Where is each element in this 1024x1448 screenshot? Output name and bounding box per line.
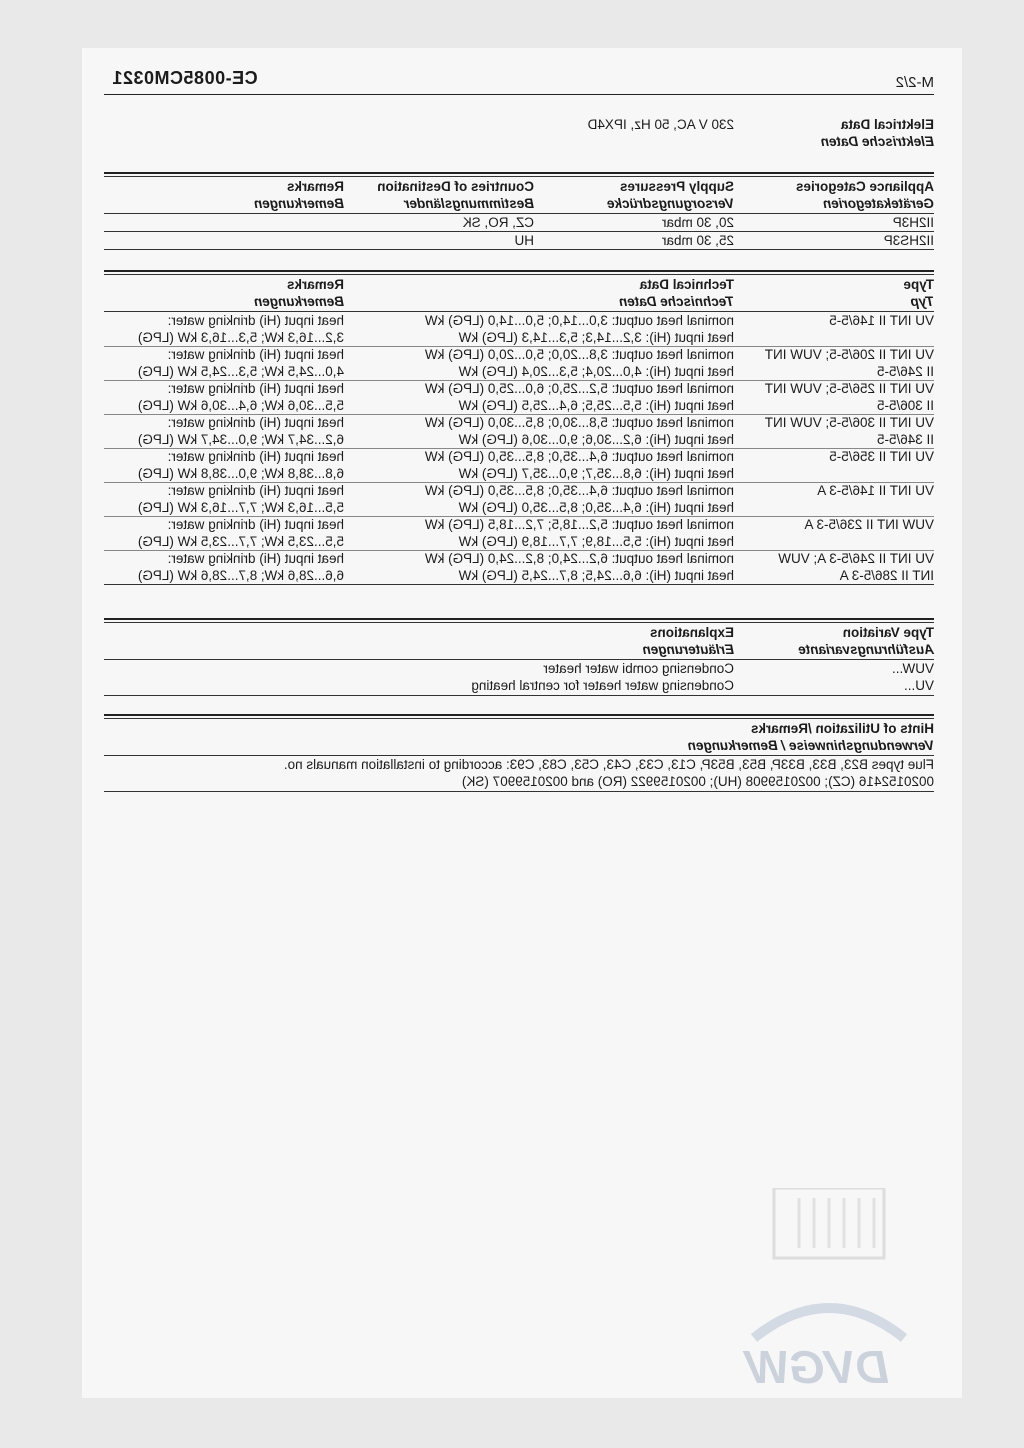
category-row-2-cat: II2HS3P [883,233,934,248]
type-row-3-remark-line-1: heat input (Hi) drinking water: [167,381,344,396]
variations-top-rule-2 [104,622,934,623]
col-variation-en: Type Variation [842,625,934,640]
type-row-4-input: heat input (Hi): 6,2...30,6; 9,0...30,6 (LPG) kW [458,432,734,447]
type-row-3-remark-line-2: 5,5...30,6 kW; 6,4...30,6 kW (LPG) [137,398,344,413]
col-technical-en: Technical Data [639,277,734,292]
page-label: M-2/2 [895,74,934,91]
type-row-2-input: heat input (Hi): 4,0...20,4; 5,3...20,4 (LPG) kW [458,364,734,379]
type-row-4-output: nominal heat output: 5,8...30,0; 8,5...30,0 (LPG) kW [424,415,734,430]
variation-row-2-text: Condensing water heater for central heating [471,678,734,693]
type-row-6-remark-line-1: heat input (Hi) drinking water: [167,483,344,498]
categories-top-rule [104,172,934,174]
category-row-2-pressure: 25, 30 mbar [661,233,734,248]
type-row-7-input: heat input (Hi): 5,5...18,9; 7,7...18,9 (LPG) kW [458,534,734,549]
type-row-2-type-line-1: VU INT II 206/5-5; VUW INT [764,347,934,362]
type-row-8-type-line-2: INT II 286/5-3 A [839,568,934,583]
types-bottom-rule [104,584,934,585]
col-explanations-de: Erläuterungen [642,642,734,657]
type-row-6-input: heat input (Hi): 6,4...35,0; 8,5...35,0 (LPG) kW [458,500,734,515]
col-type-de: Typ [910,294,934,309]
types-top-rule-2 [104,274,934,275]
col-pressures-en: Supply Pressures [619,179,734,194]
type-row-5-type-line-1: VU INT II 356/5-5 [829,449,934,464]
hints-top-rule-2 [104,718,934,719]
hints-top-rule [104,714,934,716]
variations-bottom-rule [104,695,934,696]
category-row-1-cat: II2H3P [892,215,934,230]
type-row-8-remark-line-1: heat input (Hi) drinking water: [167,551,344,566]
type-row-5-remark-line-1: heat input (Hi) drinking water: [167,449,344,464]
type-row-4-type-line-1: VU INT II 306/5-5; VUW INT [764,415,934,430]
type-row-2-remark-line-2: 4,0...24,5 kW; 5,3...24,5 kW (LPG) [137,364,344,379]
type-row-3-output: nominal heat output: 5,2...25,0; 6,0...25,0 (LPG) kW [424,381,734,396]
type-row-2-remark-line-1: heat input (Hi) drinking water: [167,347,344,362]
type-row-6-remark-line-2: 5,5...16,3 kW; 7,7...16,3 kW (LPG) [137,500,344,515]
type-row-1-output: nominal heat output: 3,0...14,0; 5,0...14,0 (LPG) kW [424,313,734,328]
electrical-title-de: Elektrische Daten [820,134,934,149]
type-row-3-type-line-1: VU INT II 256/5-5; VUW INT [764,381,934,396]
col-remarks-de: Bemerkungen [253,196,344,211]
col-explanations-en: Explanations [649,625,734,640]
electrical-title-en: Elektrical Data [840,117,934,132]
type-row-7-remark-line-1: heat input (Hi) drinking water: [167,517,344,532]
col-categories-de: Gerätekategorien [822,196,934,211]
type-row-1-remark-line-2: 3,2...16,3 kW; 5,3...16,3 kW (LPG) [137,330,344,345]
type-row-8-remark-line-2: 6,6...28,6 kW; 8,7...28,6 kW (LPG) [137,568,344,583]
category-row-2-countries: HU [514,233,534,248]
type-row-1-input: heat input (Hi): 3,2...14,3; 5,3...14,3 (LPG) kW [458,330,734,345]
type-row-5-output: nominal heat output: 6,4...35,0; 8,5...35,0 (LPG) kW [424,449,734,464]
type-row-4-remark-line-2: 6,2...34,7 kW; 9,0...34,7 kW (LPG) [137,432,344,447]
document-page [82,48,962,1398]
variation-row-1-code: VUW... [891,661,934,676]
type-row-8-type-line-1: VU INT II 246/5-3 A; VUW [778,551,934,566]
type-row-3-type-line-2: II 306/5-5 [876,398,934,413]
variation-row-1-text: Condensing combi water heater [543,661,734,676]
type-row-8-input: heat input (Hi): 6,6...24,5; 8,7...24,5 (LPG) kW [458,568,734,583]
variation-row-2-code: VU... [903,678,934,693]
type-row-6-type-line-1: VU INT II 146/5-3 A [817,483,934,498]
type-row-2-output: nominal heat output: 3,8...20,0; 5,0...20,0 (LPG) kW [424,347,734,362]
variations-top-rule [104,618,934,620]
type-row-6-output: nominal heat output: 6,4...35,0; 8,5...35,0 (LPG) kW [424,483,734,498]
logo-text: DVGW [745,1341,889,1393]
electrical-value: 230 V AC, 50 Hz, IPX4D [587,117,734,132]
type-row-4-type-line-2: II 346/5-5 [876,432,934,447]
col-type-en: Type [903,277,934,292]
hints-bottom-rule [104,791,934,792]
type-row-5-remark-line-2: 6,8...38,8 kW; 9,0...38,8 kW (LPG) [137,466,344,481]
type-row-7-remark-line-2: 5,5...23,5 kW; 7,7...23,5 kW (LPG) [137,534,344,549]
col-variation-de: Ausführungsvariante [798,642,934,657]
type-row-8-output: nominal heat output: 6,2...24,0; 8,2...24,0 (LPG) kW [424,551,734,566]
type-row-5-input: heat input (Hi): 6,8...35,7; 9,0...35,7 (LPG) kW [458,466,734,481]
hints-line-1: Flue types B23, B33, B33P, B53, B53P, C13, C33, C43, C53, C83, C93: according to installation manuals no. [283,757,934,772]
category-row-1-pressure: 20, 30 mbar [661,215,734,230]
hints-title-de: Verwendungshinweise / Bemerkungen [687,738,934,753]
type-row-2-type-line-2: II 246/5-5 [876,364,934,379]
page-header [104,70,934,95]
types-top-rule [104,270,934,272]
col-pressures-de: Versorgungsdrücke [606,196,734,211]
col-remarks-en: Remarks [286,179,344,194]
col-technical-de: Technische Daten [618,294,734,309]
type-row-1-type-line-1: VU INT II 146/5-5 [829,313,934,328]
col-type-remarks-de: Bemerkungen [253,294,344,309]
dvgw-logo-seal [734,1188,924,1398]
col-categories-en: Appliance Categories [795,179,934,194]
type-row-1-remark-line-1: heat input (Hi) drinking water: [167,313,344,328]
type-row-4-remark-line-1: heat input (Hi) drinking water: [167,415,344,430]
type-row-7-output: nominal heat output: 5,2...18,5; 7,2...18,5 (LPG) kW [424,517,734,532]
categories-top-rule-2 [104,176,934,177]
type-row-7-type-line-1: VUW INT II 236/5-3 A [804,517,934,532]
col-countries-de: Bestimmungsländer [404,196,534,211]
variations-header-rule [104,659,934,660]
hints-title-en: Hints of Utilization /Remarks [750,721,934,736]
col-type-remarks-en: Remarks [286,277,344,292]
categories-bottom-rule [104,249,934,250]
certificate-number: CE-0085CM0321 [112,68,258,88]
mirrored-scan [82,48,962,1398]
col-countries-en: Countries of Destination [377,179,534,194]
type-row-3-input: heat input (Hi): 5,5...25,5; 6,4...25,5 (LPG) kW [458,398,734,413]
category-row-1-countries: CZ, RO, SK [462,215,534,230]
hints-line-2: 0020152416 (CZ); 0020159908 (HU); 0020159922 (RO) and 0020159907 (SK) [461,774,934,789]
